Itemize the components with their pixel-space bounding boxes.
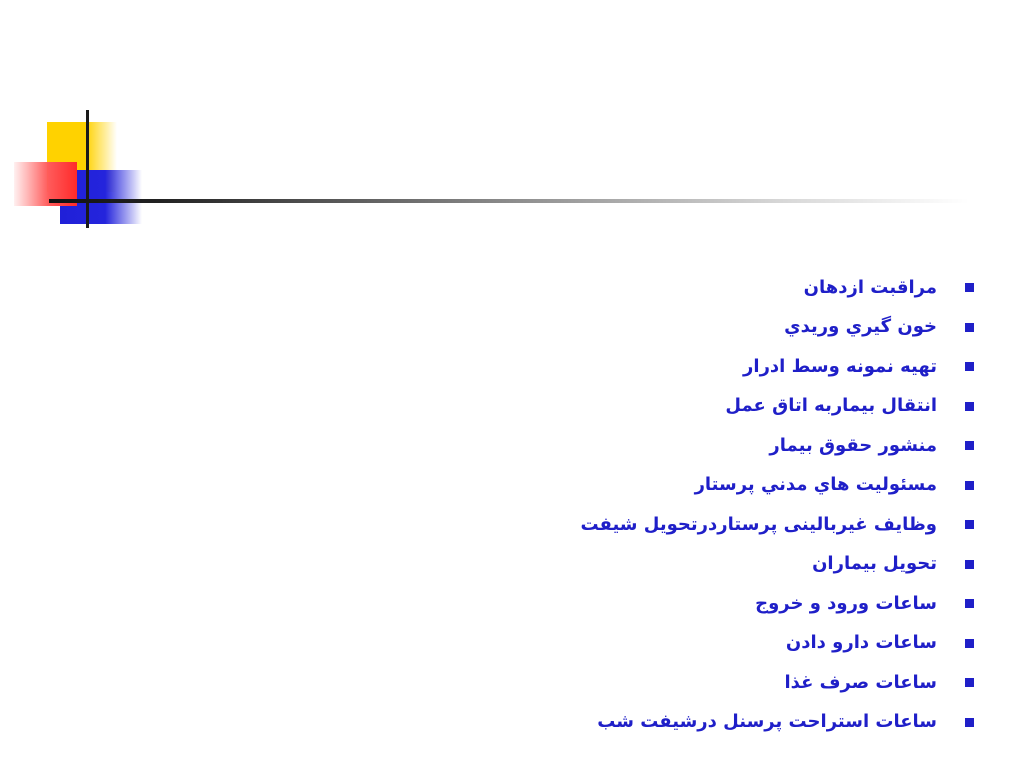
bullet-text: مسئوليت هاي مدني پرستار (694, 474, 937, 496)
bullet-text: منشور حقوق بيمار (769, 434, 937, 456)
bullet-text: مراقبت ازدهان (803, 276, 937, 298)
bullet-text: وظايف غيربالينی پرستاردرتحويل شيفت (580, 513, 937, 535)
square-bullet-icon (965, 441, 974, 450)
square-bullet-icon (965, 520, 974, 529)
square-bullet-icon (965, 718, 974, 727)
list-item (274, 703, 974, 743)
list-item (274, 347, 974, 387)
list-item (274, 387, 974, 427)
square-bullet-icon (965, 323, 974, 332)
decoration-horizontal-line (49, 199, 969, 203)
square-bullet-icon (965, 599, 974, 608)
list-item (274, 663, 974, 703)
bullet-list (274, 268, 974, 742)
decoration-vertical-line (86, 110, 89, 228)
square-bullet-icon (965, 402, 974, 411)
square-bullet-icon (965, 481, 974, 490)
list-item (274, 545, 974, 585)
bullet-text: تهيه نمونه وسط ادرار (743, 355, 937, 377)
list-item (274, 308, 974, 348)
bullet-text: ساعات ورود و خروج (755, 592, 937, 614)
list-item (274, 624, 974, 664)
square-bullet-icon (965, 678, 974, 687)
square-bullet-icon (965, 639, 974, 648)
square-bullet-icon (965, 362, 974, 371)
bullet-text: ساعات استراحت پرسنل درشيفت شب (597, 711, 937, 733)
square-bullet-icon (965, 283, 974, 292)
bullet-text: انتقال بيماربه اتاق عمل (725, 395, 937, 417)
list-item (274, 426, 974, 466)
bullet-text: ساعات صرف غذا (784, 671, 937, 693)
list-item (274, 584, 974, 624)
list-item (274, 505, 974, 545)
bullet-text: ساعات دارو دادن (785, 632, 937, 654)
list-item (274, 268, 974, 308)
square-bullet-icon (965, 560, 974, 569)
bullet-text: تحويل بيماران (812, 553, 937, 575)
bullet-text: خون گيري وريدي (784, 316, 937, 338)
list-item (274, 466, 974, 506)
